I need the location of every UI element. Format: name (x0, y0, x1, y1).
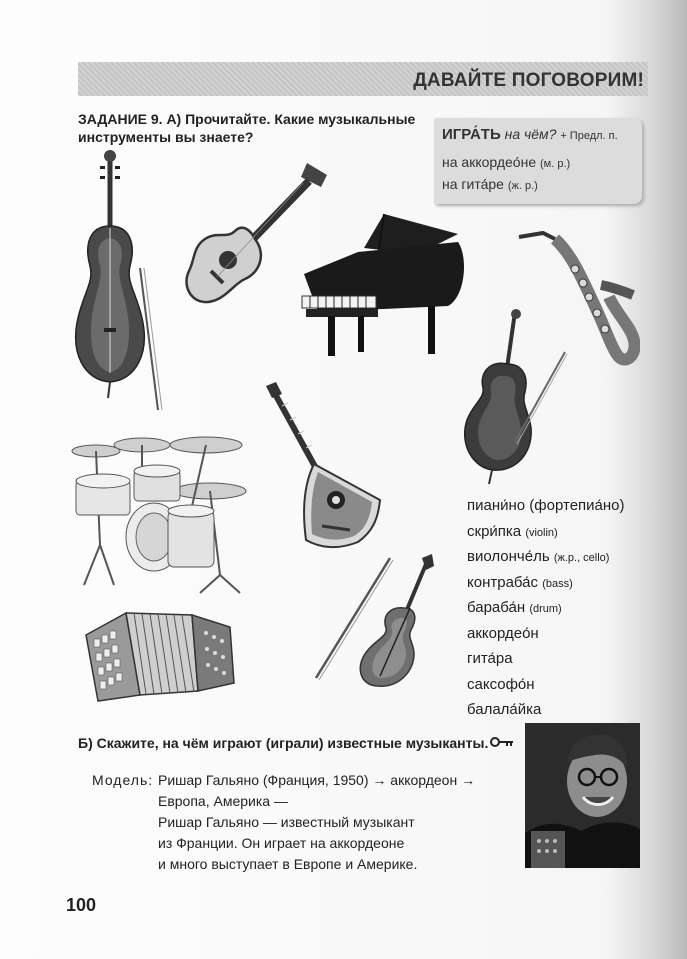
grammar-example-1-note: (м. р.) (540, 158, 571, 170)
grammar-question: на чём? (504, 126, 557, 142)
model-line-2: Европа, Америка — (158, 793, 288, 809)
grammar-case-note: + Предл. п. (560, 130, 618, 142)
grammar-example-1-text: на аккордео́не (442, 154, 537, 170)
section-b-title: Б) Скажите, на чём играют (играли) известные музыканты. (78, 735, 489, 751)
grammar-example-1 (442, 154, 570, 170)
task-title-line1: ЗАДАНИЕ 9. А) Прочитайте. Какие музыкальные (78, 111, 416, 127)
grammar-verb: ИГРА́ТЬ (442, 126, 501, 143)
list-item: контраба́с (bass) (467, 573, 573, 591)
task-title-line2: инструменты вы знаете? (78, 129, 254, 145)
grammar-rule (442, 126, 618, 143)
model-line-4: из Франции. Он играет на аккордеоне (158, 835, 405, 851)
grammar-example-2-text: на гита́ре (442, 176, 504, 192)
list-item: скри́пка (violin) (467, 522, 558, 540)
violin-icon (310, 552, 438, 692)
page-number: 100 (66, 895, 97, 915)
double-bass-icon (70, 148, 170, 413)
model-label: Модель: (92, 772, 154, 788)
list-item: бараба́н (drum) (467, 599, 562, 616)
model-line-3: Ришар Гальяно — известный музыкант (158, 814, 415, 830)
instruments-word-list (467, 494, 625, 724)
balalaika-icon (262, 380, 384, 550)
list-item: саксофо́н (467, 675, 535, 693)
list-item: гита́ра (467, 650, 513, 667)
cello-icon (445, 308, 570, 488)
drum-kit-icon (70, 425, 250, 595)
model-example (92, 770, 475, 875)
task-title (78, 110, 423, 146)
piano-icon (298, 212, 468, 362)
grammar-example-2-note: (ж. р.) (507, 180, 538, 192)
grammar-box (434, 118, 642, 204)
musician-photo (525, 723, 640, 868)
list-item: балала́йка (467, 701, 542, 718)
model-line-1: Ришар Гальяно (Франция, 1950) → аккордеон → (158, 772, 476, 788)
key-icon (490, 736, 514, 748)
grammar-example-2 (442, 176, 538, 192)
model-line-5: и много выступает в Европе и Америке. (158, 856, 418, 872)
list-item: аккордео́н (467, 624, 539, 642)
list-item: пиани́но (фортепиа́но) (467, 497, 625, 514)
list-item: виолонче́ль (ж.р., cello) (467, 548, 610, 565)
section-header-title: ДАВАЙТЕ ПОГОВОРИМ! (413, 70, 644, 91)
accordion-icon (80, 605, 240, 705)
section-header (78, 62, 648, 96)
